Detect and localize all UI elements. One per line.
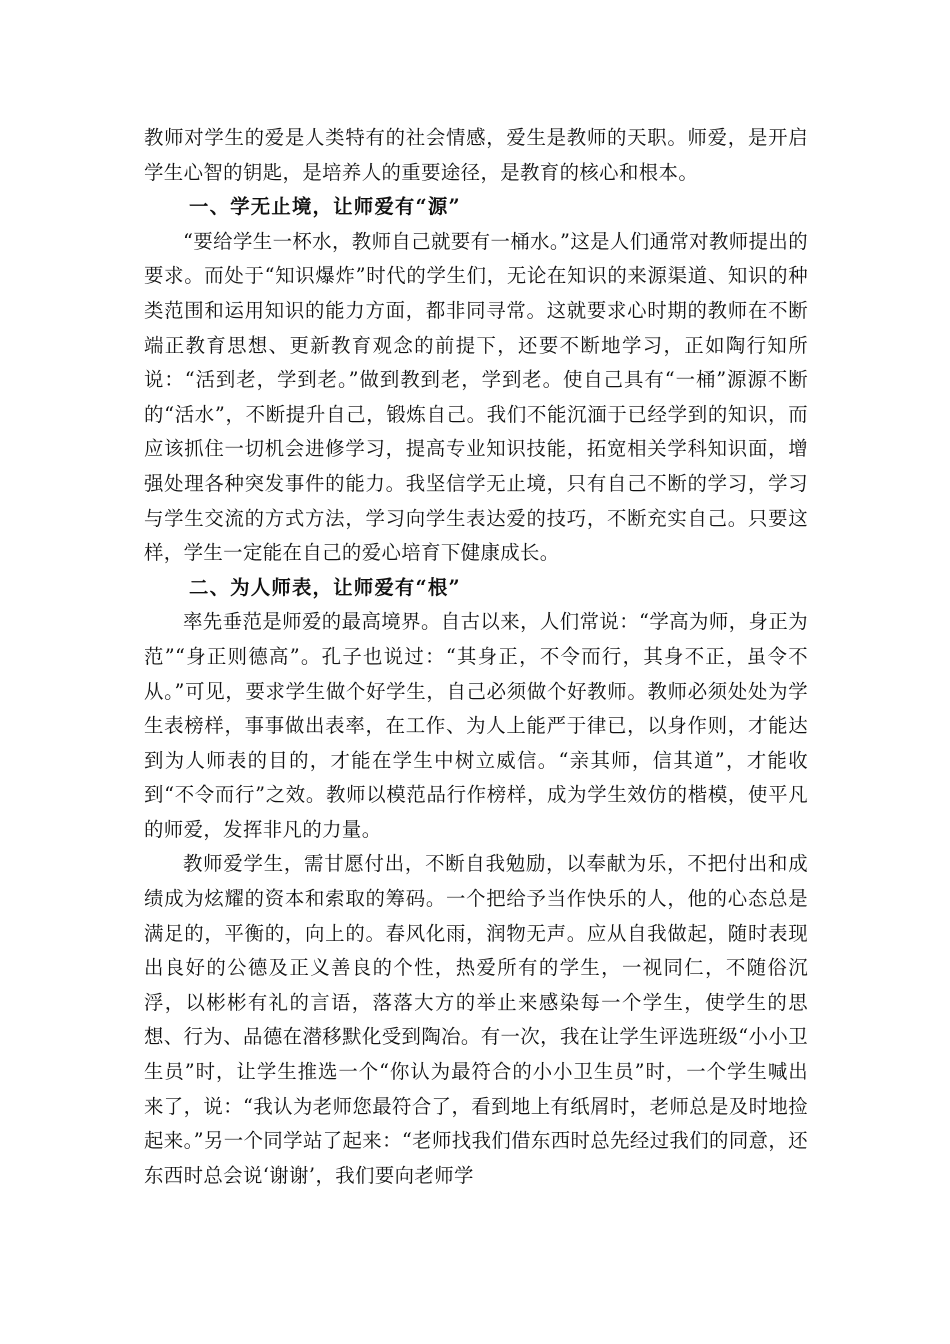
document-body xyxy=(144,121,808,1193)
section-1-paragraph-1: “要给学生一杯水，教师自己就要有一桶水。”这是人们通常对教师提出的要求。而处于“知识爆炸”时代的学生们，无论在知识的来源渠道、知识的种类范围和运用知识的能力方面，都非同寻常。这就要求心时期的教师在不断端正教育思想、更新教育观念的前提下，还要不断地学习，正如陶行知所说：“活到老，学到老。”做到教到老，学到老。使自己具有“一桶”源源不断的“活水”，不断提升自己，锻炼自己。我们不能沉湎于已经学到的知识，而应该抓住一切机会进修学习，提高专业知识技能，拓宽相关学科知识面，增强处理各种突发事件的能力。我坚信学无止境，只有自己不断的学习，学习与学生交流的方式方法，学习向学生表达爱的技巧，不断充实自己。只要这样，学生一定能在自己的爱心培育下健康成长。 xyxy=(144,229,808,565)
section-2-paragraph-1: 率先垂范是师爱的最高境界。自古以来，人们常说：“学高为师，身正为范”“身正则德高”。孔子也说过：“其身正，不令而行，其身不正，虽令不从。”可见，要求学生做个好学生，自己必须做个好教师。教师必须处处为学生表榜样，事事做出表率，在工作、为人上能严于律已，以身作则，才能达到为人师表的目的，才能在学生中树立威信。“亲其师，信其道”，才能收到“不令而行”之效。教师以模范品行作榜样，成为学生效仿的楷模，使平凡的师爱，发挥非凡的力量。 xyxy=(144,610,808,841)
section-heading-1: 一、学无止境，让师爱有“源” xyxy=(189,195,461,219)
section-2-paragraph-2: 教师爱学生，需甘愿付出，不断自我勉励，以奉献为乐，不把付出和成绩成为炫耀的资本和索取的筹码。一个把给予当作快乐的人，他的心态总是满足的，平衡的，向上的。春风化雨，润物无声。应从自我做起，随时表现出良好的公德及正义善良的个性，热爱所有的学生，一视同仁，不随俗沉浮，以彬彬有礼的言语，落落大方的举止来感染每一个学生，使学生的思想、行为、品德在潜移默化受到陶冶。有一次，我在让学生评选班级“小小卫生员”时，让学生推选一个“你认为最符合的小小卫生员”时，一个学生喊出来了，说：“我认为老师您最符合了，看到地上有纸屑时，老师总是及时地捡起来。”另一个同学站了起来：“老师找我们借东西时总先经过我们的同意，还东西时总会说‘谢谢’，我们要向老师学 xyxy=(144,852,809,1187)
intro-paragraph: 教师对学生的爱是人类特有的社会情感，爱生是教师的天职。师爱，是开启学生心智的钥匙，是培养人的重要途径，是教育的核心和根本。 xyxy=(144,126,808,184)
section-heading-2: 二、为人师表，让师爱有“根” xyxy=(189,575,461,599)
